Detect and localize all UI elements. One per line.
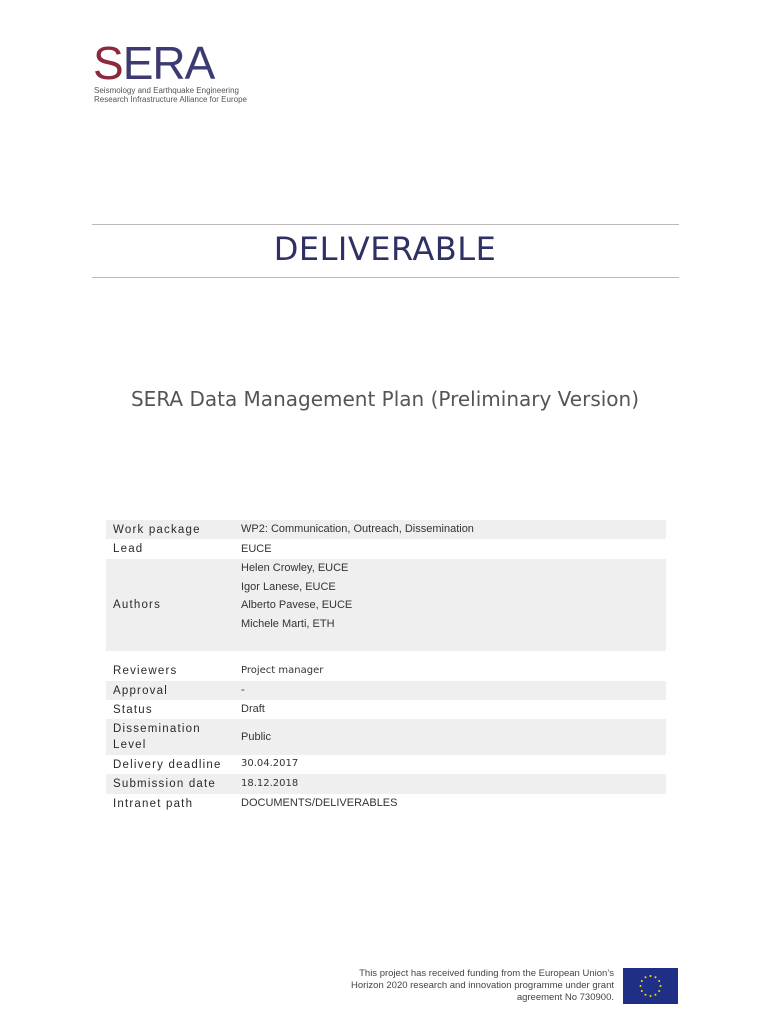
logo-letter-s: S [93,37,123,89]
funding-line: agreement No 730900. [516,992,614,1003]
author-item: Alberto Pavese, EUCE [241,599,353,611]
author-item: Igor Lanese, EUCE [241,580,336,593]
meta-value: Draft [241,703,265,716]
meta-row-work-package [106,520,666,539]
meta-gap [106,651,666,661]
document-type-title: DELIVERABLE [273,230,497,268]
meta-value: WP2: Communication, Outreach, Dissemination [241,523,474,536]
logo-tagline-1: Seismology and Earthquake Engineering [94,86,239,95]
title-rule-top [92,224,679,225]
document-subtitle: SERA Data Management Plan (Preliminary Version) [130,387,640,411]
eu-stars [623,968,678,1004]
meta-row-submission-date [106,774,666,794]
meta-value: EUCE [241,542,272,555]
sera-logo [93,37,293,110]
meta-value: Public [241,730,271,743]
meta-label-line: Dissemination [113,723,201,735]
meta-row-reviewers [106,661,666,681]
meta-row-intranet-path [106,794,666,813]
meta-row-lead [106,539,666,559]
meta-row-approval [106,681,666,700]
meta-value: - [241,684,245,697]
meta-label: Reviewers [113,665,178,677]
meta-label [106,719,234,755]
funding-acknowledgement [314,968,614,1004]
authors-list [234,559,666,651]
meta-value: 18.12.2018 [241,777,299,789]
eu-flag-icon [623,968,678,1004]
logo-letters-era: ERA [122,37,215,89]
logo-tagline-2: Research Infrastructure Alliance for Europe [94,95,247,104]
logo-wordmark [93,37,215,89]
meta-value: 30.04.2017 [241,758,299,770]
title-rule-bottom [92,277,679,278]
meta-label-line: Level [113,739,147,751]
metadata-table [106,520,666,813]
meta-row-dissemination [106,719,666,755]
meta-row-delivery-deadline [106,755,666,774]
meta-label: Intranet path [113,797,194,810]
meta-row-status [106,700,666,719]
author-item: Michele Marti, ETH [241,617,335,630]
meta-label: Status [113,703,153,716]
funding-line: Horizon 2020 research and innovation programme under grant [351,980,614,991]
meta-label: Approval [113,684,168,697]
meta-label: Authors [113,599,162,611]
meta-label: Delivery deadline [113,758,222,771]
meta-label: Work package [113,523,201,536]
meta-value: DOCUMENTS/DELIVERABLES [241,797,398,810]
meta-label: Lead [113,543,144,555]
funding-line: This project has received funding from the European Union’s [359,968,614,979]
meta-value: Project manager [241,664,324,676]
meta-label: Submission date [113,778,217,790]
author-item: Helen Crowley, EUCE [241,562,349,574]
meta-row-authors [106,559,666,651]
